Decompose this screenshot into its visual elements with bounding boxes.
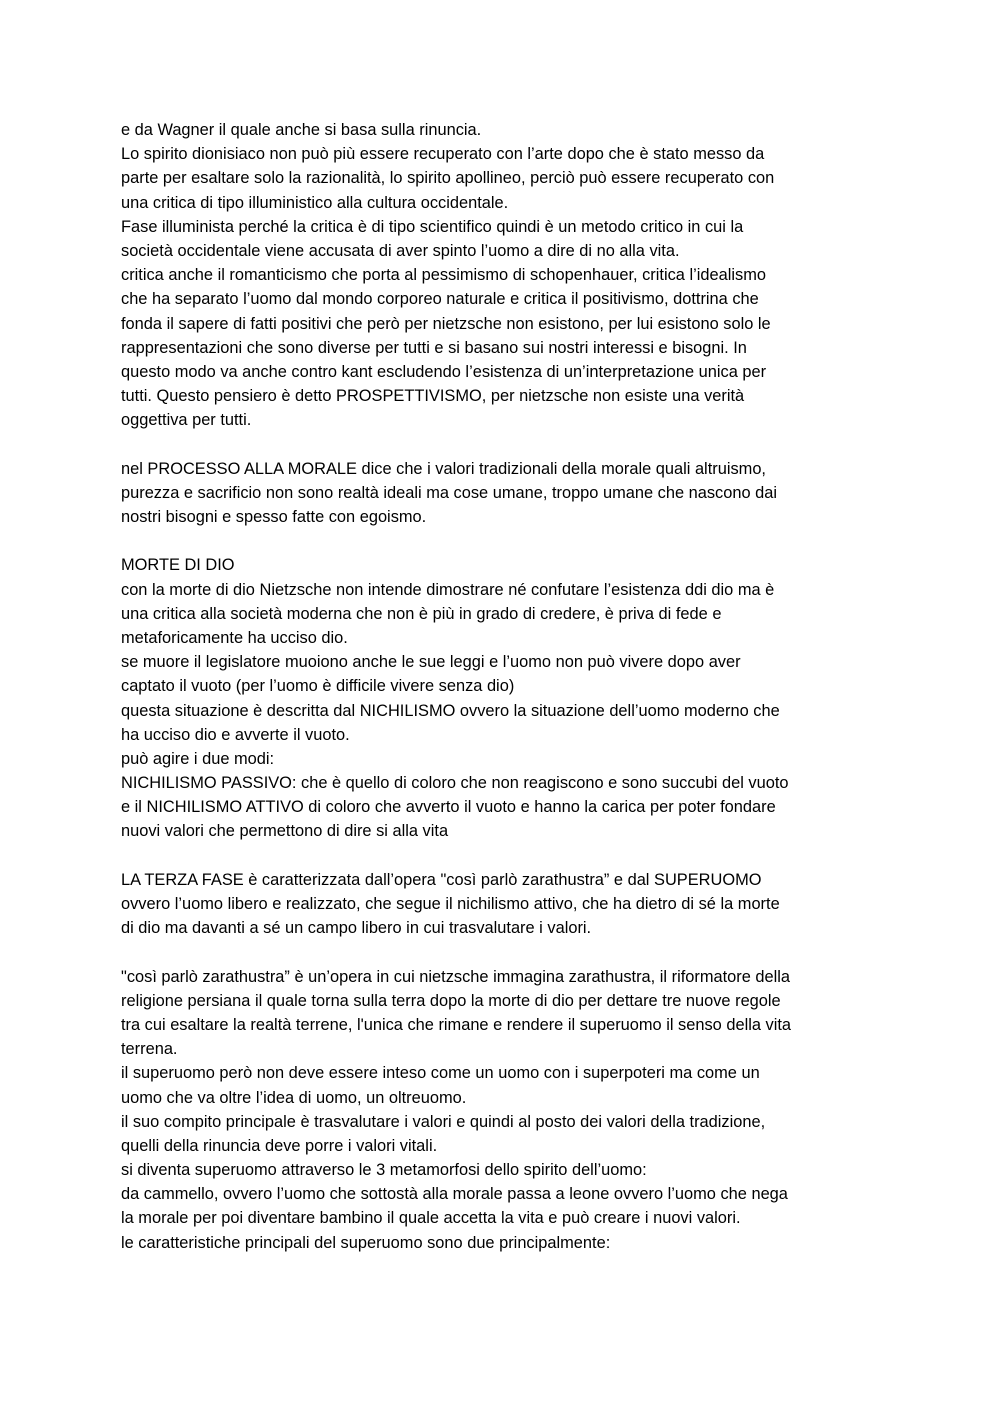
text-line: le caratteristiche principali del superuomo sono due principalmente:: [121, 1233, 611, 1252]
text-line: metaforicamente ha ucciso dio.: [121, 628, 348, 647]
text-line: se muore il legislatore muoiono anche le sue leggi e l’uomo non può vivere dopo aver: [121, 653, 741, 672]
text-line: società occidentale viene accusata di aver spinto l’uomo a dire di no alla vita.: [121, 241, 680, 260]
text-line: NICHILISMO PASSIVO: che è quello di coloro che non reagiscono e sono succubi del vuoto: [121, 774, 789, 793]
text-line: nostri bisogni e spesso fatte con egoismo.: [121, 508, 427, 526]
text-line: con la morte di dio Nietzsche non intende dimostrare né confutare l’esistenza ddi dio ma è: [121, 580, 775, 599]
text-line: può agire i due modi:: [121, 749, 275, 768]
text-line: Fase illuminista perché la critica è di tipo scientifico quindi è un metodo critico in cui la: [121, 217, 744, 236]
text-line: il suo compito principale è trasvalutare i valori e quindi al posto dei valori della tradizione,: [121, 1112, 766, 1131]
text-line: che ha separato l’uomo dal mondo corporeo naturale e critica il positivismo, dottrina che: [121, 290, 759, 309]
text-line: oggettiva per tutti.: [121, 411, 252, 430]
text-line: religione persiana il quale torna sulla terra dopo la morte di dio per dettare tre nuove regole: [121, 991, 781, 1010]
text-line: una critica alla società moderna che non è più in grado di credere, è priva di fede e: [121, 604, 722, 623]
text-line: LA TERZA FASE è caratterizzata dall’opera "così parlò zarathustra” e dal SUPERUOMO: [121, 870, 762, 889]
text-line: il superuomo però non deve essere inteso come un uomo con i superpoteri ma come un: [121, 1064, 760, 1083]
text-line: e il NICHILISMO ATTIVO di coloro che avverto il vuoto e hanno la carica per poter fondare: [121, 798, 776, 817]
document-page: [121, 118, 881, 1255]
text-line: "così parlò zarathustra” è un’opera in cui nietzsche immagina zarathustra, il riformatore della: [121, 967, 791, 986]
section-heading: MORTE DI DIO: [121, 556, 235, 575]
paragraph-terza-fase: [121, 868, 881, 941]
paragraph-illuminismo: [121, 118, 881, 432]
text-line: critica anche il romanticismo che porta al pessimismo di schopenhauer, critica l’idealismo: [121, 266, 766, 285]
paragraph-spacer: [121, 844, 881, 868]
text-line: rappresentazioni che sono diverse per tutti e si basano sui nostri interessi e bisogni. In: [121, 338, 747, 357]
paragraph-morte-di-dio: [121, 553, 881, 843]
text-line: fonda il sapere di fatti positivi che però per nietzsche non esistono, per lui esistono solo le: [121, 314, 771, 333]
paragraph-processo-morale: [121, 457, 881, 530]
text-line: ha ucciso dio e avverte il vuoto.: [121, 725, 350, 744]
text-line: tutti. Questo pensiero è detto PROSPETTIVISMO, per nietzsche non esiste una verità: [121, 387, 745, 406]
text-line: si diventa superuomo attraverso le 3 metamorfosi dello spirito dell’uomo:: [121, 1161, 647, 1180]
text-line: purezza e sacrificio non sono realtà ideali ma cose umane, troppo umane che nascono dai: [121, 483, 778, 502]
text-line: nuovi valori che permettono di dire si alla vita: [121, 822, 449, 841]
text-line: Lo spirito dionisiaco non può più essere recuperato con l’arte dopo che è stato messo da: [121, 145, 765, 164]
text-line: e da Wagner il quale anche si basa sulla rinuncia.: [121, 121, 482, 139]
text-line: captato il vuoto (per l’uomo è difficile vivere senza dio): [121, 677, 515, 696]
text-line: terrena.: [121, 1040, 178, 1059]
text-line: parte per esaltare solo la razionalità, lo spirito apollineo, perciò può essere recuperato con: [121, 169, 775, 188]
text-line: nel PROCESSO ALLA MORALE dice che i valori tradizionali della morale quali altruismo,: [121, 459, 766, 478]
text-line: da cammello, ovvero l’uomo che sottostà alla morale passa a leone ovvero l’uomo che nega: [121, 1185, 788, 1204]
text-line: la morale per poi diventare bambino il quale accetta la vita e può creare i nuovi valori.: [121, 1209, 741, 1228]
paragraph-zarathustra: [121, 965, 881, 1255]
paragraph-spacer: [121, 432, 881, 456]
text-line: di dio ma davanti a sé un campo libero in cui trasvalutare i valori.: [121, 919, 592, 938]
text-line: questo modo va anche contro kant escludendo l’esistenza di un’interpretazione unica per: [121, 362, 767, 381]
text-line: una critica di tipo illuministico alla cultura occidentale.: [121, 193, 509, 212]
text-line: uomo che va oltre l’idea di uomo, un oltreuomo.: [121, 1088, 467, 1107]
text-line: ovvero l’uomo libero e realizzato, che segue il nichilismo attivo, che ha dietro di sé la morte: [121, 895, 780, 913]
text-line: questa situazione è descritta dal NICHILISMO ovvero la situazione dell’uomo moderno che: [121, 701, 780, 720]
text-line: quelli della rinuncia deve porre i valori vitali.: [121, 1136, 438, 1155]
text-line: tra cui esaltare la realtà terrene, l'unica che rimane e rendere il superuomo il senso della vita: [121, 1015, 792, 1034]
paragraph-spacer: [121, 940, 881, 964]
paragraph-spacer: [121, 529, 881, 553]
